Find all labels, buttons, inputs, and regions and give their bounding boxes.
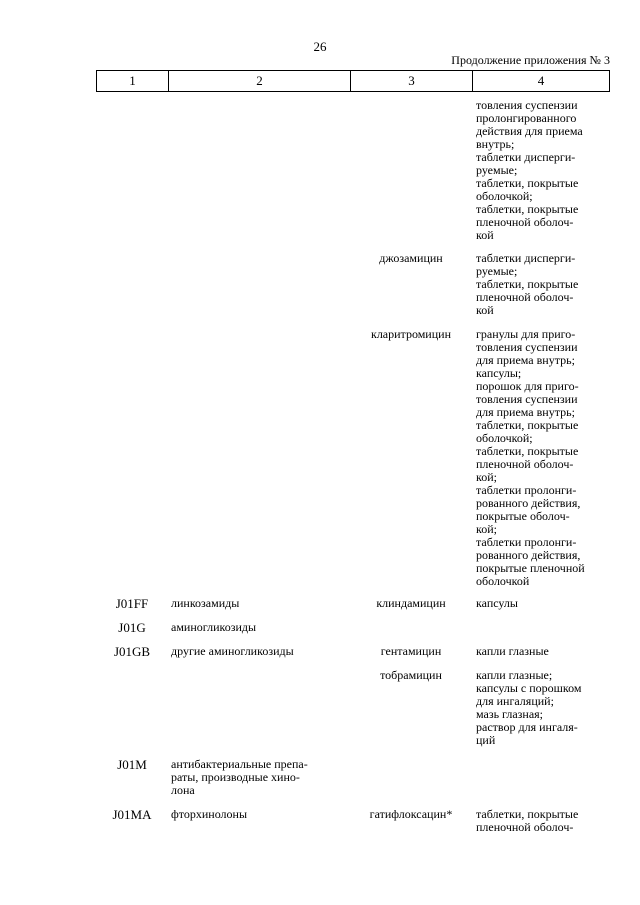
- group-name-cell: [171, 597, 346, 610]
- text-line: для приема внутрь;: [476, 405, 575, 419]
- dosage-forms-cell: [476, 252, 621, 317]
- drug-name-cell: гатифлоксацин*: [369, 807, 453, 821]
- text-line: оболочкой;: [476, 431, 533, 445]
- text-line: таблетки, покрытые: [476, 444, 579, 458]
- text-line: товления суспензии: [476, 392, 578, 406]
- text-line: таблетки, покрытые: [476, 202, 579, 216]
- column-header-3: 3: [351, 71, 473, 92]
- continuation-label: Продолжение приложения № 3: [451, 53, 610, 67]
- text-line: линкозамиды: [171, 596, 240, 610]
- text-line: таблетки дисперги-: [476, 251, 576, 265]
- column-header-row: [97, 71, 610, 92]
- text-line: пленочной оболоч-: [476, 290, 574, 304]
- dosage-forms-cell: [476, 597, 621, 610]
- text-line: капсулы с порошком: [476, 681, 582, 695]
- group-name-cell: [171, 621, 346, 634]
- atc-code-cell: J01FF: [115, 596, 149, 611]
- text-line: аминогликозиды: [171, 620, 257, 634]
- dosage-forms-cell: [476, 808, 621, 834]
- group-name-cell: [171, 758, 346, 797]
- text-line: покрытые оболоч-: [476, 509, 570, 523]
- drug-name-cell: кларитромицин: [370, 327, 451, 341]
- text-line: пленочной оболоч-: [476, 820, 574, 834]
- text-line: мазь глазная;: [476, 707, 544, 721]
- text-line: товления суспензии: [476, 98, 578, 112]
- text-line: таблетки, покрытые: [476, 418, 579, 432]
- text-line: капсулы;: [476, 366, 522, 380]
- text-line: для ингаляций;: [476, 694, 554, 708]
- text-line: таблетки, покрытые: [476, 807, 579, 821]
- text-line: товления суспензии: [476, 340, 578, 354]
- drug-name-cell: джозамицин: [379, 251, 443, 265]
- text-line: руемые;: [476, 163, 518, 177]
- text-line: кой;: [476, 470, 497, 484]
- text-line: кой;: [476, 522, 497, 536]
- text-line: рованного действия,: [476, 548, 581, 562]
- drug-name-cell: тобрамицин: [380, 668, 442, 682]
- text-line: таблетки дисперги-: [476, 150, 576, 164]
- column-header-4: 4: [473, 71, 610, 92]
- text-line: пленочной оболоч-: [476, 215, 574, 229]
- column-header-2: 2: [169, 71, 351, 92]
- text-line: порошок для приго-: [476, 379, 579, 393]
- text-line: капли глазные: [476, 644, 549, 658]
- drug-name-cell: гентамицин: [380, 644, 442, 658]
- text-line: руемые;: [476, 264, 518, 278]
- text-line: действия для приема: [476, 124, 583, 138]
- text-line: покрытые пленочной: [476, 561, 585, 575]
- text-line: таблетки пролонги-: [476, 483, 577, 497]
- atc-code-cell: J01M: [117, 757, 147, 772]
- text-line: антибактериальные препа-: [171, 757, 308, 771]
- text-line: ций: [476, 733, 496, 747]
- column-header-1: 1: [97, 71, 169, 92]
- text-line: капсулы: [476, 596, 518, 610]
- drug-name-cell: клиндамицин: [376, 596, 446, 610]
- text-line: внутрь;: [476, 137, 515, 151]
- atc-code-cell: J01G: [118, 620, 146, 635]
- atc-code-cell: J01MA: [112, 807, 152, 822]
- text-line: раствор для ингаля-: [476, 720, 578, 734]
- text-line: капли глазные;: [476, 668, 553, 682]
- text-line: оболочкой;: [476, 189, 533, 203]
- text-line: оболочкой: [476, 574, 530, 588]
- text-line: для приема внутрь;: [476, 353, 575, 367]
- column-header-table: [96, 70, 610, 92]
- group-name-cell: [171, 808, 346, 821]
- text-line: пленочной оболоч-: [476, 457, 574, 471]
- text-line: таблетки, покрытые: [476, 277, 579, 291]
- text-line: таблетки пролонги-: [476, 535, 577, 549]
- dosage-forms-cell: [476, 99, 621, 242]
- dosage-forms-cell: [476, 328, 621, 588]
- text-line: гранулы для приго-: [476, 327, 576, 341]
- dosage-forms-cell: [476, 645, 621, 658]
- text-line: лона: [171, 783, 195, 797]
- page-number: 26: [313, 39, 327, 54]
- atc-code-cell: J01GB: [113, 644, 151, 659]
- text-line: фторхинолоны: [171, 807, 248, 821]
- text-line: рованного действия,: [476, 496, 581, 510]
- text-line: раты, производные хино-: [171, 770, 300, 784]
- group-name-cell: [171, 645, 346, 658]
- text-line: пролонгированного: [476, 111, 577, 125]
- text-line: кой: [476, 303, 494, 317]
- text-line: таблетки, покрытые: [476, 176, 579, 190]
- text-line: другие аминогликозиды: [171, 644, 294, 658]
- text-line: кой: [476, 228, 494, 242]
- dosage-forms-cell: [476, 669, 621, 747]
